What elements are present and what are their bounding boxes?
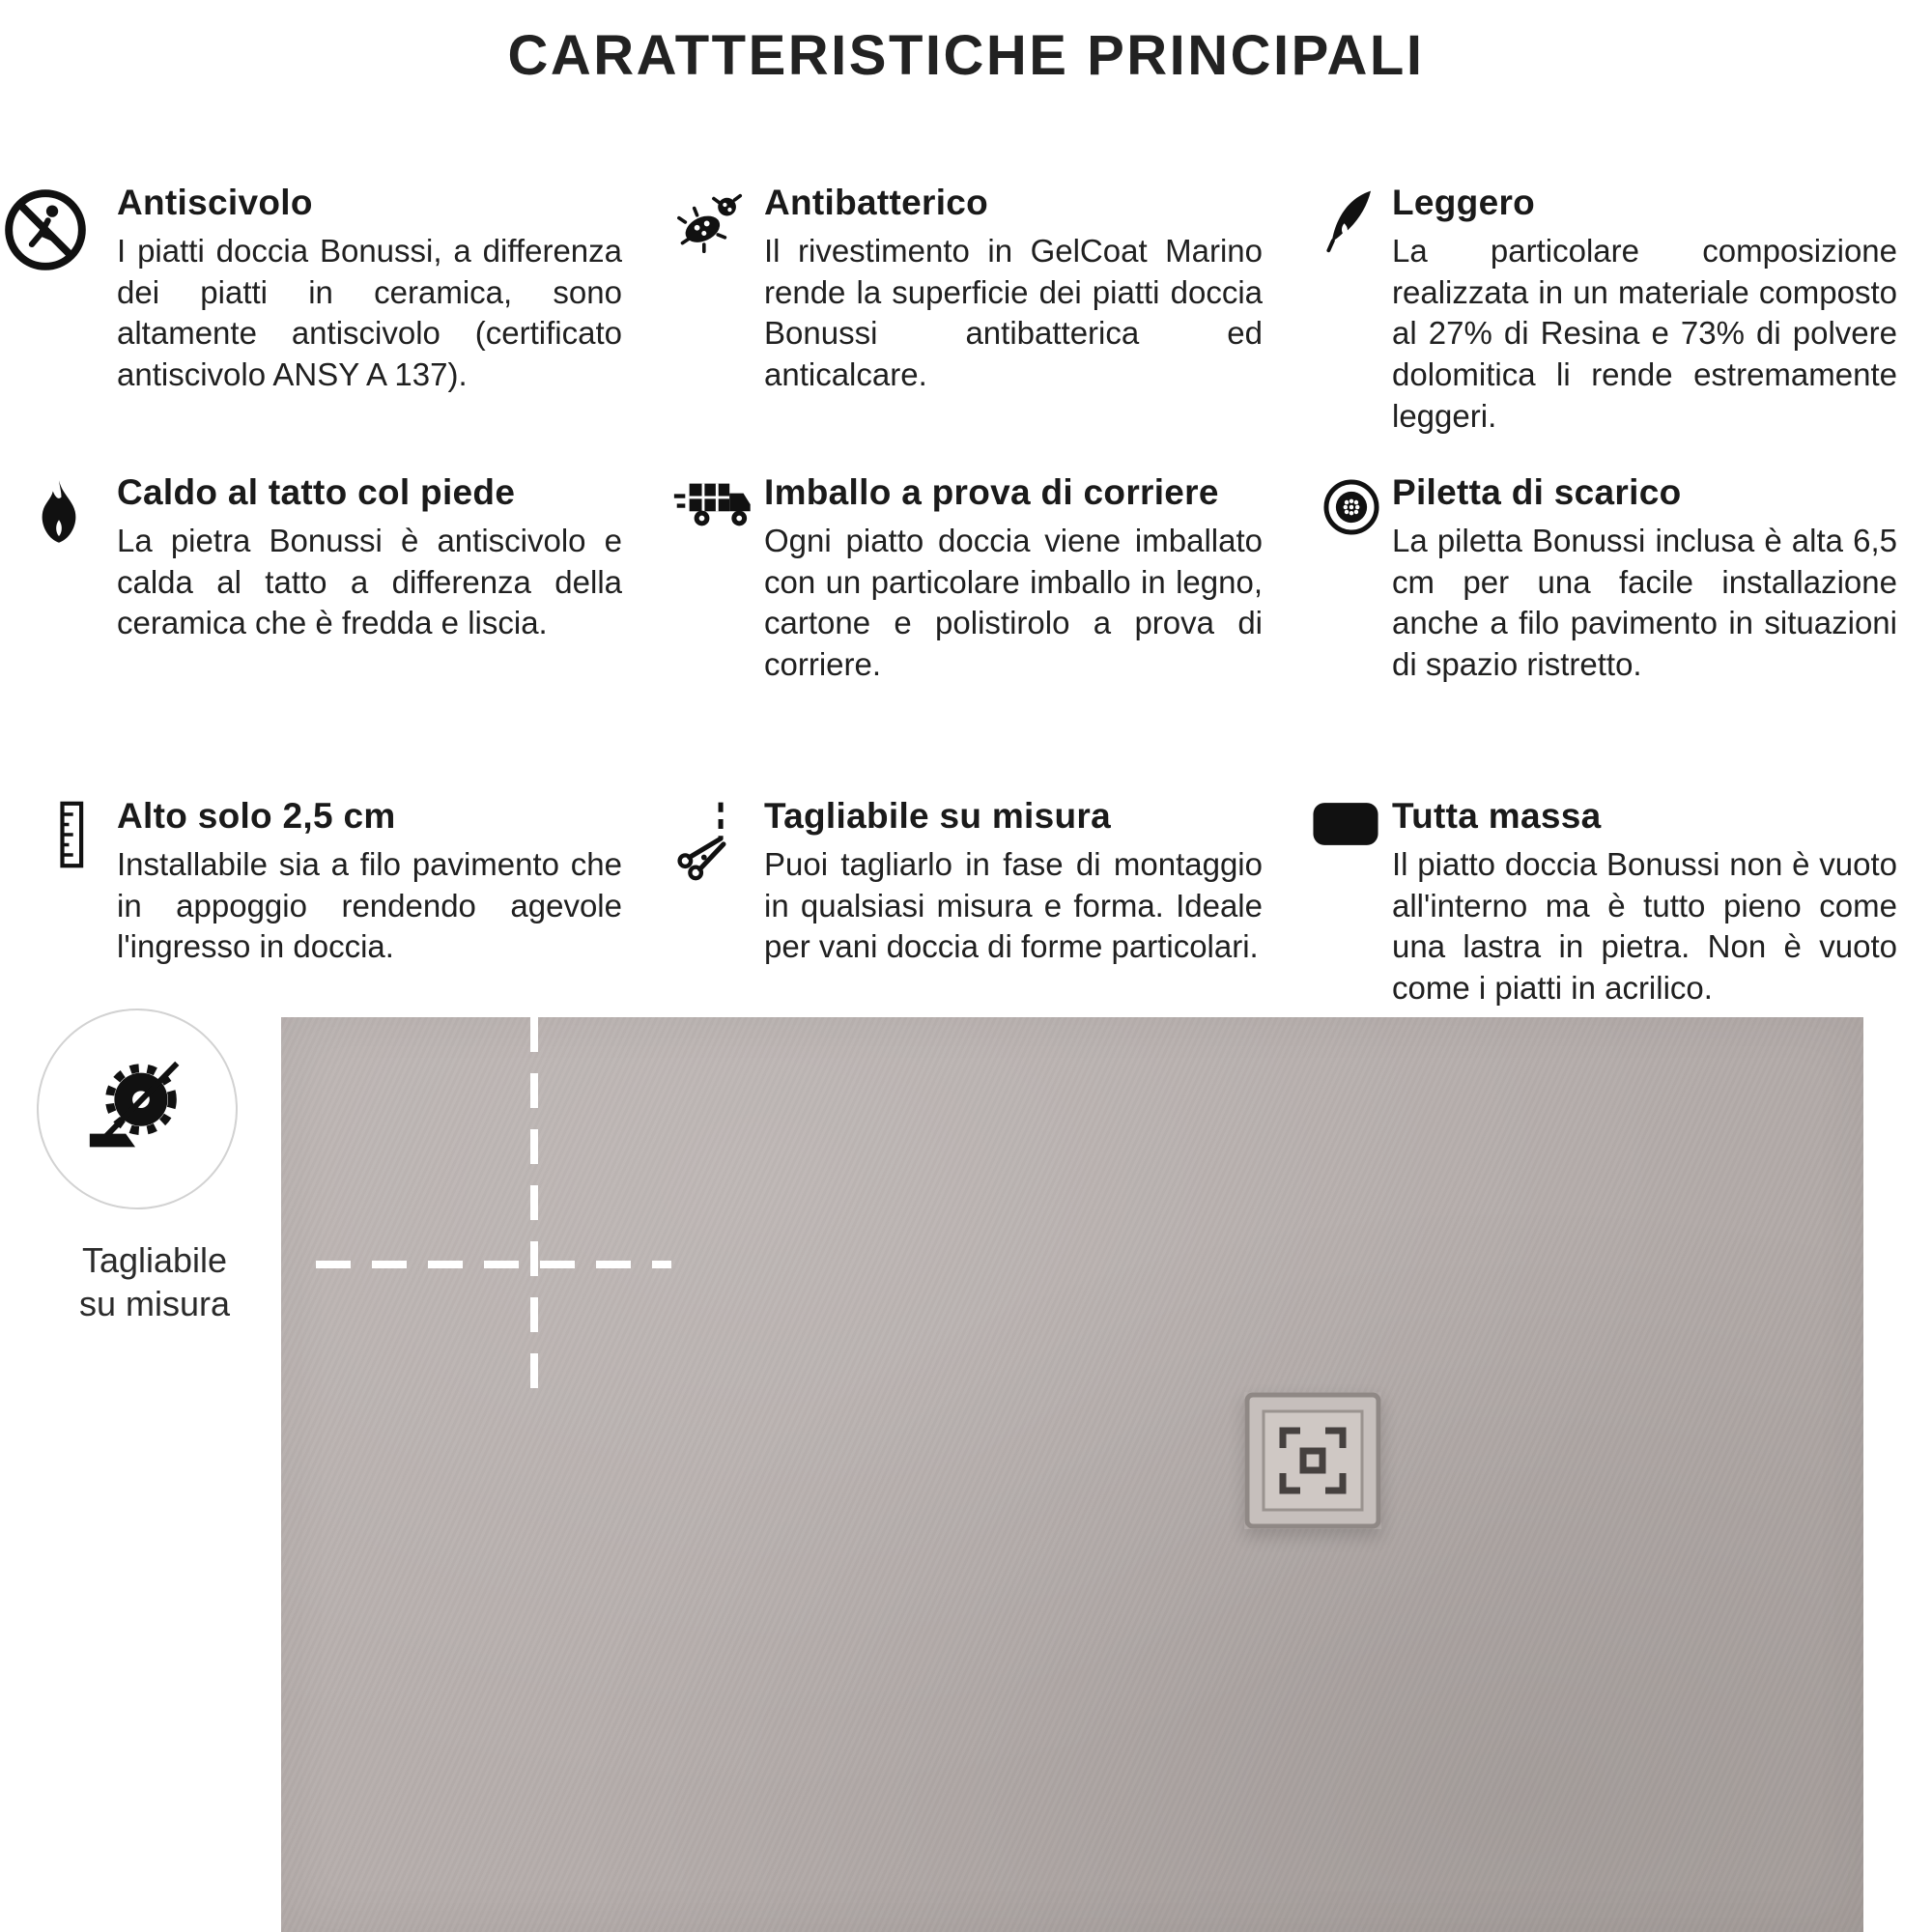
feature-title: Leggero: [1392, 183, 1536, 222]
feature-title: Caldo al tatto col piede: [117, 472, 516, 512]
cut-to-size-badge-label: [19, 1238, 290, 1325]
drain-icon: [1321, 473, 1392, 537]
feature-text: I piatti doccia Bonussi, a differenza dei piatti in ceramica, sono altamente antiscivolo (certificato antiscivolo ANSY A 137).: [117, 232, 622, 393]
feature-text: Il piatto doccia Bonussi non è vuoto all'interno ma è tutto pieno come una lastra in pietra. Non è vuoto come i piatti in acrilico.: [1392, 845, 1897, 1007]
feature-tutta-massa: [1312, 797, 1897, 1009]
feature-title: Piletta di scarico: [1392, 472, 1682, 512]
feature-text: La particolare composizione realizzata in un materiale composto al 27% di Resina e 73% di polvere dolomitica li rende estremamente leggeri.: [1392, 232, 1897, 435]
feature-text: Il rivestimento in GelCoat Marino rende la superficie dei piatti doccia Bonussi antibatterica ed anticalcare.: [764, 232, 1263, 393]
circular-saw-icon: [80, 1052, 194, 1166]
flame-icon: [29, 473, 117, 551]
scissors-icon: [676, 797, 764, 882]
feature-imballo: [671, 473, 1263, 686]
cut-to-size-badge: [37, 1009, 238, 1209]
cut-line-horizontal: [316, 1261, 671, 1268]
feature-tagliabile: [676, 797, 1263, 968]
feature-title: Antibatterico: [764, 183, 989, 222]
feature-piletta: [1321, 473, 1897, 686]
ruler-icon: [58, 797, 117, 868]
no-slip-icon: [3, 184, 117, 272]
badge-label-line2: su misura: [78, 1284, 231, 1323]
feature-text: Puoi tagliarlo in fase di montaggio in qualsiasi misura e forma. Ideale per vani doccia di forme particolari.: [764, 845, 1263, 965]
feature-title: Imballo a prova di corriere: [764, 472, 1219, 512]
feather-icon: [1325, 184, 1392, 255]
feature-alto-25cm: [58, 797, 622, 968]
feature-caldo-al-tatto: [29, 473, 622, 644]
feature-text: La piletta Bonussi inclusa è alta 6,5 cm per una facile installazione anche a filo pavimento in situazioni di spazio ristretto.: [1392, 522, 1897, 683]
feature-antiscivolo: [3, 184, 622, 396]
solid-mass-icon: [1312, 797, 1392, 847]
bacteria-icon: [676, 184, 764, 257]
badge-label-line1: Tagliabile: [81, 1240, 228, 1280]
delivery-truck-icon: [671, 473, 764, 537]
feature-antibatterico: [676, 184, 1263, 396]
feature-title: Antiscivolo: [117, 183, 313, 222]
feature-text: Installabile sia a filo pavimento che in appoggio rendendo agevole l'ingresso in doccia.: [117, 845, 622, 965]
feature-title: Tutta massa: [1392, 796, 1602, 836]
drain-grate: [1244, 1392, 1381, 1529]
feature-title: Alto solo 2,5 cm: [117, 796, 396, 836]
page-title: CARATTERISTICHE PRINCIPALI: [507, 24, 1425, 87]
cut-line-vertical: [530, 1017, 538, 1392]
feature-title: Tagliabile su misura: [764, 796, 1111, 836]
feature-text: La pietra Bonussi è antiscivolo e calda al tatto a differenza della ceramica che è fredda e liscia.: [117, 522, 622, 641]
feature-text: Ogni piatto doccia viene imballato con un particolare imballo in legno, cartone e polistirolo a prova di corriere.: [764, 522, 1263, 683]
feature-leggero: [1325, 184, 1897, 438]
shower-tray-photo: [281, 1017, 1863, 1932]
